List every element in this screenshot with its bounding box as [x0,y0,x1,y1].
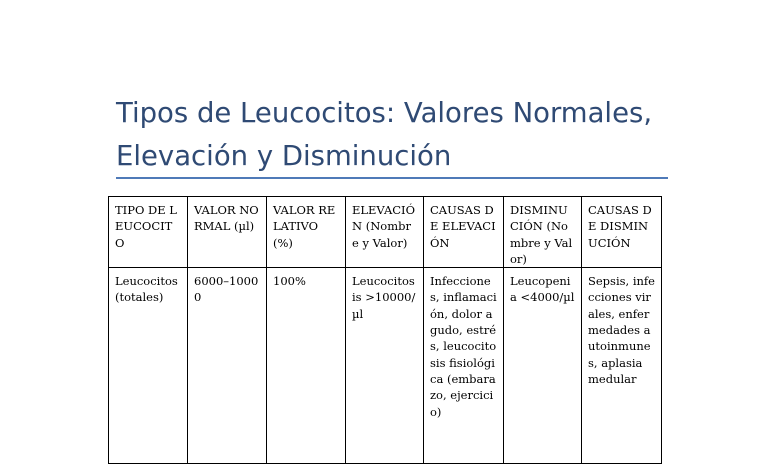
table-cell-tipo: Leucocitos (totales) [109,268,188,464]
table-cell-causas-disminucion: Sepsis, infecciones virales, enfermedades autoinmunes, aplasia medular [582,268,662,464]
header-cell-tipo: TIPO DE LEUCOCITO [109,197,188,268]
header-cell-valor-relativo: VALOR RELATIVO (%) [267,197,346,268]
header-cell-causas-disminucion: CAUSAS DE DISMINUCIÓN [582,197,662,268]
slide-title-line-1: Tipos de Leucocitos: Valores Normales, [116,97,653,129]
slide-title [116,92,716,178]
slide-title-line-2: Elevación y Disminución [116,140,452,172]
title-underline-rule [116,177,668,179]
header-cell-disminucion: DISMINUCIÓN (Nombre y Valor) [504,197,582,268]
table-cell-elevacion: Leucocitosis >10000/µl [346,268,424,464]
table-cell-valor-normal: 6000–10000 [188,268,267,464]
header-cell-elevacion: ELEVACIÓN (Nombre y Valor) [346,197,424,268]
header-cell-causas-elevacion: CAUSAS DE ELEVACIÓN [424,197,504,268]
table-cell-causas-elevacion: Infecciones, inflamación, dolor agudo, estrés, leucocitosis fisiológica (embarazo, ejercicio) [424,268,504,464]
header-cell-valor-normal: VALOR NORMAL (µl) [188,197,267,268]
table-row [109,268,662,464]
table-cell-disminucion: Leucopenia <4000/µl [504,268,582,464]
table-header-row [109,197,662,268]
leukocyte-table [108,196,662,464]
table-cell-valor-relativo: 100% [267,268,346,464]
